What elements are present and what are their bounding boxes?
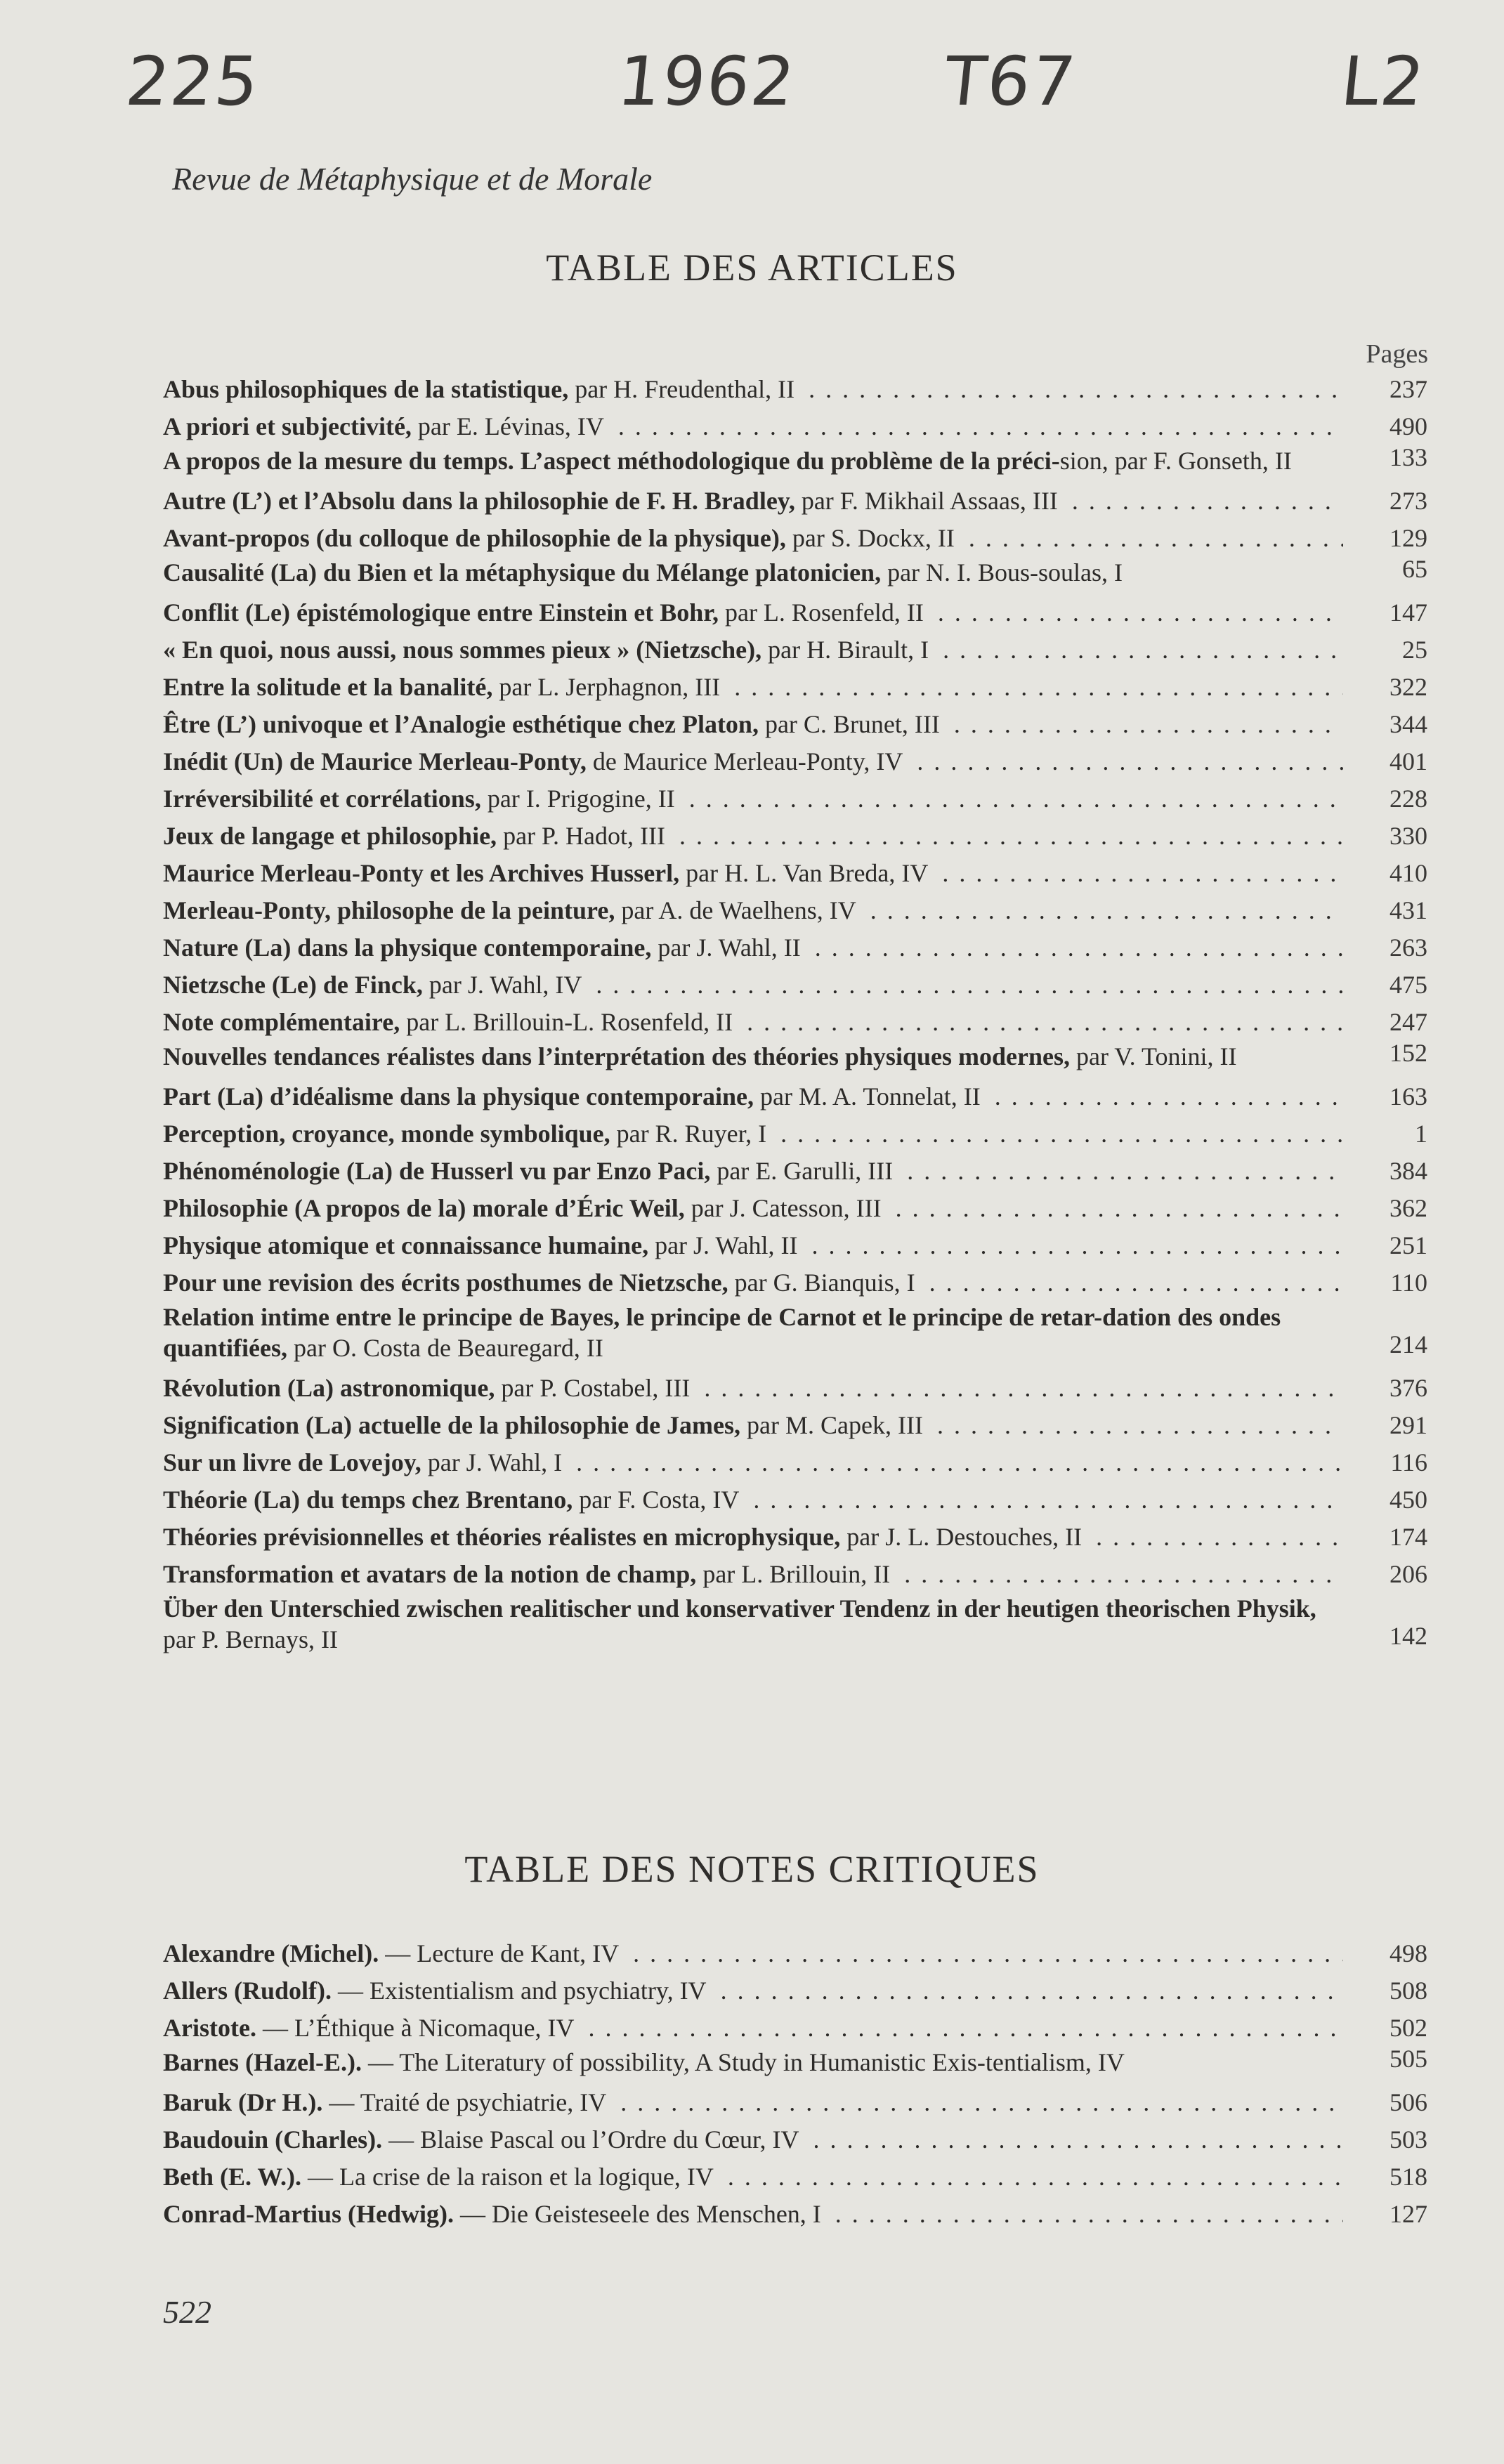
entry-title: Irréversibilité et corrélations, — [163, 785, 481, 813]
entry-title: Beth (E. W.). — [163, 2163, 302, 2191]
entry-title: Jeux de langage et philosophie, — [163, 822, 497, 850]
entry-page-number: 110 — [1390, 1269, 1427, 1297]
entry-title: Baruk (Dr H.). — [163, 2088, 323, 2116]
entry-author: par L. Rosenfeld, II — [718, 598, 924, 627]
entry-page-number: 273 — [1389, 487, 1427, 515]
entry-text — [163, 1519, 1343, 1556]
entry-title: A priori et subjectivité, — [163, 412, 412, 440]
entry-text — [163, 1227, 1343, 1264]
entry-text — [163, 594, 1343, 631]
entry-text — [163, 1153, 1343, 1190]
entry-page-number: 116 — [1390, 1448, 1427, 1476]
toc-entry — [163, 1190, 1427, 1227]
toc-entry — [163, 706, 1427, 743]
entry-title: Physique atomique et connaissance humaine, — [163, 1231, 649, 1259]
toc-entry — [163, 966, 1427, 1004]
entry-title: Baudouin (Charles). — [163, 2125, 383, 2154]
entry-author: par A. de Waelhens, IV — [615, 896, 856, 924]
handwritten-note-2: 1962 — [614, 42, 800, 121]
entry-page-number: 247 — [1389, 1008, 1427, 1036]
entry-title: Relation intime entre le principe de Bayes, le principe de Carnot et le principe de retar-dation des ondes quantifiées, — [163, 1303, 1281, 1362]
entry-text — [163, 929, 1343, 966]
toc-entry — [163, 1407, 1427, 1444]
toc-entry — [163, 2196, 1427, 2233]
entry-page-number: 129 — [1389, 524, 1427, 552]
entry-page-number: 127 — [1389, 2200, 1427, 2228]
entry-text — [163, 855, 1343, 892]
entry-title: Inédit (Un) de Maurice Merleau-Ponty, — [163, 747, 587, 775]
toc-entry — [163, 594, 1427, 631]
entry-page-number: 174 — [1389, 1523, 1427, 1551]
entry-title: Transformation et avatars de la notion de champ, — [163, 1560, 697, 1588]
entry-title: « En quoi, nous aussi, nous sommes pieux » (Nietzsche), — [163, 636, 762, 664]
entry-page-number: 506 — [1389, 2088, 1427, 2116]
entry-title: Über den Unterschied zwischen realitischer und konservativer Tendenz in der heutigen theorischen Physik, — [163, 1594, 1316, 1623]
toc-entry — [163, 780, 1427, 818]
entry-text — [163, 520, 1343, 557]
entry-title: Signification (La) actuelle de la philosophie de James, — [163, 1411, 741, 1439]
toc-entry — [163, 1935, 1427, 1972]
entry-author: par P. Hadot, III — [497, 822, 666, 850]
entry-title: Autre (L’) et l’Absolu dans la philosophie de F. H. Bradley, — [163, 487, 795, 515]
toc-entry — [163, 520, 1427, 557]
entry-title: Avant-propos (du colloque de philosophie de la physique), — [163, 524, 786, 552]
entry-text — [163, 2047, 1343, 2078]
page-number: 522 — [163, 2294, 211, 2330]
entry-page-number: 498 — [1389, 1939, 1427, 1967]
toc-entry — [163, 557, 1427, 588]
entry-page-number: 518 — [1389, 2163, 1427, 2191]
entry-title: Entre la solitude et la banalité, — [163, 673, 493, 701]
handwritten-note-1: 225 — [122, 42, 264, 121]
toc-entry — [163, 1519, 1427, 1556]
entry-author: — La crise de la raison et la logique, IV — [301, 2163, 714, 2191]
entry-title: Note complémentaire, — [163, 1008, 400, 1036]
toc-entry — [163, 1556, 1427, 1593]
entry-author: de Maurice Merleau-Ponty, IV — [586, 747, 903, 775]
entry-page-number: 384 — [1389, 1157, 1427, 1185]
entry-page-number: 322 — [1389, 673, 1427, 701]
entry-text — [163, 892, 1343, 929]
notes-list — [163, 1935, 1427, 2233]
entry-title: Théories prévisionnelles et théories réalistes en microphysique, — [163, 1523, 841, 1551]
entry-author: — Die Geisteseele des Menschen, I — [453, 2200, 821, 2228]
entry-author: par I. Prigogine, II — [480, 785, 675, 813]
entry-author: par L. Brillouin, II — [696, 1560, 891, 1588]
toc-entry — [163, 2158, 1427, 2196]
entry-page-number: 251 — [1389, 1231, 1427, 1259]
toc-entry — [163, 445, 1427, 476]
entry-page-number: 1 — [1415, 1120, 1427, 1148]
entry-author: par H. Freudenthal, II — [568, 375, 795, 403]
entry-title: Nietzsche (Le) de Finck, — [163, 971, 423, 999]
toc-entry — [163, 743, 1427, 780]
entry-page-number: 376 — [1389, 1374, 1427, 1402]
entry-author: par J. L. Destouches, II — [840, 1523, 1083, 1551]
toc-entry — [163, 1078, 1427, 1115]
entry-title: Conrad-Martius (Hedwig). — [163, 2200, 454, 2228]
entry-title: Perception, croyance, monde symbolique, — [163, 1120, 610, 1148]
entry-text — [163, 557, 1343, 588]
entry-author: par J. Wahl, I — [421, 1448, 563, 1476]
handwritten-note-4: L2 — [1338, 42, 1430, 121]
entry-author: par J. Wahl, II — [651, 933, 801, 962]
entry-title: Pour une revision des écrits posthumes de Nietzsche, — [163, 1269, 728, 1297]
entry-author: — Traité de psychiatrie, IV — [322, 2088, 607, 2116]
toc-entry — [163, 1041, 1427, 1072]
toc-entry — [163, 929, 1427, 966]
entry-title: Alexandre (Michel). — [163, 1939, 379, 1967]
toc-entry — [163, 631, 1427, 669]
entry-title: Part (La) d’idéalisme dans la physique contemporaine, — [163, 1082, 754, 1110]
entry-title: Causalité (La) du Bien et la métaphysique du Mélange platonicien, — [163, 558, 882, 586]
entry-author: sion, par F. Gonseth, II — [1059, 447, 1292, 475]
entry-text — [163, 2158, 1343, 2196]
entry-author: par R. Ruyer, I — [610, 1120, 767, 1148]
entry-text — [163, 483, 1343, 520]
entry-page-number: 147 — [1389, 598, 1427, 627]
entry-page-number: 206 — [1389, 1560, 1427, 1588]
toc-entry — [163, 2010, 1427, 2047]
entry-author: par C. Brunet, III — [758, 710, 940, 738]
entry-page-number: 505 — [1389, 2045, 1427, 2073]
toc-entry — [163, 2121, 1427, 2158]
toc-entry — [163, 1004, 1427, 1041]
entry-page-number: 502 — [1389, 2014, 1427, 2042]
toc-entry — [163, 2084, 1427, 2121]
entry-author: par E. Lévinas, IV — [411, 412, 604, 440]
entry-title: Être (L’) univoque et l’Analogie esthétique chez Platon, — [163, 710, 759, 738]
entry-page-number: 490 — [1389, 412, 1427, 440]
toc-entry — [163, 1481, 1427, 1519]
entry-page-number: 330 — [1389, 822, 1427, 850]
entry-title: Abus philosophiques de la statistique, — [163, 375, 569, 403]
entry-author: par P. Costabel, III — [495, 1374, 691, 1402]
entry-author: par G. Bianquis, I — [728, 1269, 915, 1297]
entry-author: par F. Mikhail Assaas, III — [794, 487, 1058, 515]
handwritten-note-3: T67 — [941, 42, 1080, 121]
entry-page-number: 344 — [1389, 710, 1427, 738]
entry-page-number: 410 — [1389, 859, 1427, 887]
entry-page-number: 142 — [1389, 1622, 1427, 1650]
entry-title: Barnes (Hazel-E.). — [163, 2048, 362, 2076]
entry-text — [163, 1481, 1343, 1519]
journal-title: Revue de Métaphysique et de Morale — [172, 161, 653, 197]
entry-author: par J. Wahl, II — [648, 1231, 798, 1259]
entry-text — [163, 2010, 1343, 2047]
entry-text — [163, 1041, 1343, 1072]
entry-text — [163, 371, 1343, 408]
entry-author: par S. Dockx, II — [785, 524, 955, 552]
entry-text — [163, 2084, 1343, 2121]
entry-title: Merleau-Ponty, philosophe de la peinture, — [163, 896, 615, 924]
entry-text — [163, 966, 1343, 1004]
entry-author: par M. A. Tonnelat, II — [754, 1082, 981, 1110]
entry-text — [163, 1078, 1343, 1115]
entry-text — [163, 408, 1343, 445]
entry-title: Phénoménologie (La) de Husserl vu par Enzo Paci, — [163, 1157, 711, 1185]
entry-author: par E. Garulli, III — [710, 1157, 894, 1185]
entry-text — [163, 1190, 1343, 1227]
entry-author: par V. Tonini, II — [1069, 1042, 1237, 1070]
entry-text — [163, 1115, 1343, 1153]
entry-text — [163, 743, 1343, 780]
entry-page-number: 25 — [1402, 636, 1427, 664]
entry-title: Nouvelles tendances réalistes dans l’interprétation des théories physiques modernes, — [163, 1042, 1070, 1070]
entry-text — [163, 1370, 1343, 1407]
entry-title: A propos de la mesure du temps. L’aspect méthodologique du problème de la préci- — [163, 447, 1060, 475]
entry-author: par O. Costa de Beauregard, II — [287, 1334, 603, 1362]
toc-entry — [163, 1115, 1427, 1153]
entry-page-number: 263 — [1389, 933, 1427, 962]
entry-text — [163, 706, 1343, 743]
toc-entry — [163, 1227, 1427, 1264]
entry-title: Allers (Rudolf). — [163, 1977, 332, 2005]
articles-heading: TABLE DES ARTICLES — [546, 247, 958, 289]
entry-title: Philosophie (A propos de la) morale d’Éric Weil, — [163, 1194, 685, 1222]
entry-page-number: 503 — [1389, 2125, 1427, 2154]
entry-title: Théorie (La) du temps chez Brentano, — [163, 1486, 573, 1514]
entry-text — [163, 1593, 1343, 1655]
entry-author: — Lecture de Kant, IV — [379, 1939, 620, 1967]
toc-entry — [163, 1444, 1427, 1481]
toc-entry — [163, 669, 1427, 706]
toc-entry — [163, 483, 1427, 520]
toc-entry — [163, 1264, 1427, 1302]
entry-page-number: 228 — [1389, 785, 1427, 813]
toc-entry — [163, 371, 1427, 408]
entry-author: — L’Éthique à Nicomaque, IV — [256, 2014, 575, 2042]
notes-heading: TABLE DES NOTES CRITIQUES — [464, 1848, 1040, 1890]
toc-entry — [163, 892, 1427, 929]
entry-author: par H. L. Van Breda, IV — [679, 859, 929, 887]
entry-author: par F. Costa, IV — [573, 1486, 740, 1514]
entry-text — [163, 445, 1343, 476]
entry-author: par M. Capek, III — [740, 1411, 923, 1439]
entry-author: — Existentialism and psychiatry, IV — [331, 1977, 707, 2005]
entry-author: par J. Wahl, IV — [422, 971, 582, 999]
entry-page-number: 133 — [1389, 443, 1427, 471]
entry-text — [163, 1302, 1343, 1363]
toc-entry — [163, 1593, 1427, 1655]
articles-list — [163, 371, 1427, 1661]
entry-author: par N. I. Bous-soulas, I — [881, 558, 1123, 586]
toc-entry — [163, 1302, 1427, 1363]
entry-title: Conflit (Le) épistémologique entre Einstein et Bohr, — [163, 598, 719, 627]
entry-text — [163, 1264, 1343, 1302]
entry-title: Maurice Merleau-Ponty et les Archives Husserl, — [163, 859, 680, 887]
entry-title: Aristote. — [163, 2014, 256, 2042]
entry-page-number: 152 — [1389, 1039, 1427, 1067]
entry-page-number: 237 — [1389, 375, 1427, 403]
entry-author: par J. Catesson, III — [684, 1194, 882, 1222]
entry-text — [163, 631, 1343, 669]
entry-title: Nature (La) dans la physique contemporaine, — [163, 933, 652, 962]
entry-page-number: 65 — [1402, 555, 1427, 583]
entry-title: Sur un livre de Lovejoy, — [163, 1448, 421, 1476]
entry-author: — Blaise Pascal ou l’Ordre du Cœur, IV — [382, 2125, 799, 2154]
entry-page-number: 362 — [1389, 1194, 1427, 1222]
entry-page-number: 291 — [1389, 1411, 1427, 1439]
entry-author: — The Literatury of possibility, A Study in Humanistic Exis-tentialism, IV — [361, 2048, 1125, 2076]
entry-text — [163, 1556, 1343, 1593]
entry-author: par L. Brillouin-L. Rosenfeld, II — [400, 1008, 733, 1036]
toc-entry — [163, 2047, 1427, 2078]
entry-text — [163, 780, 1343, 818]
entry-text — [163, 2121, 1343, 2158]
toc-entry — [163, 408, 1427, 445]
entry-page-number: 401 — [1389, 747, 1427, 775]
entry-text — [163, 669, 1343, 706]
toc-entry — [163, 1153, 1427, 1190]
entry-text — [163, 1444, 1343, 1481]
entry-title: Révolution (La) astronomique, — [163, 1374, 495, 1402]
entry-page-number: 214 — [1389, 1330, 1427, 1358]
entry-text — [163, 1972, 1343, 2010]
entry-text — [163, 1407, 1343, 1444]
toc-entry — [163, 1972, 1427, 2010]
entry-text — [163, 818, 1343, 855]
toc-entry — [163, 855, 1427, 892]
entry-page-number: 431 — [1389, 896, 1427, 924]
pages-column-label: Pages — [1366, 339, 1428, 369]
toc-entry — [163, 818, 1427, 855]
entry-author: par L. Jerphagnon, III — [492, 673, 721, 701]
entry-page-number: 475 — [1389, 971, 1427, 999]
toc-entry — [163, 1370, 1427, 1407]
entry-text — [163, 1004, 1343, 1041]
entry-page-number: 450 — [1389, 1486, 1427, 1514]
entry-text — [163, 2196, 1343, 2233]
entry-text — [163, 1935, 1343, 1972]
entry-page-number: 163 — [1389, 1082, 1427, 1110]
entry-page-number: 508 — [1389, 1977, 1427, 2005]
entry-author: par P. Bernays, II — [163, 1625, 338, 1653]
entry-author: par H. Birault, I — [761, 636, 929, 664]
